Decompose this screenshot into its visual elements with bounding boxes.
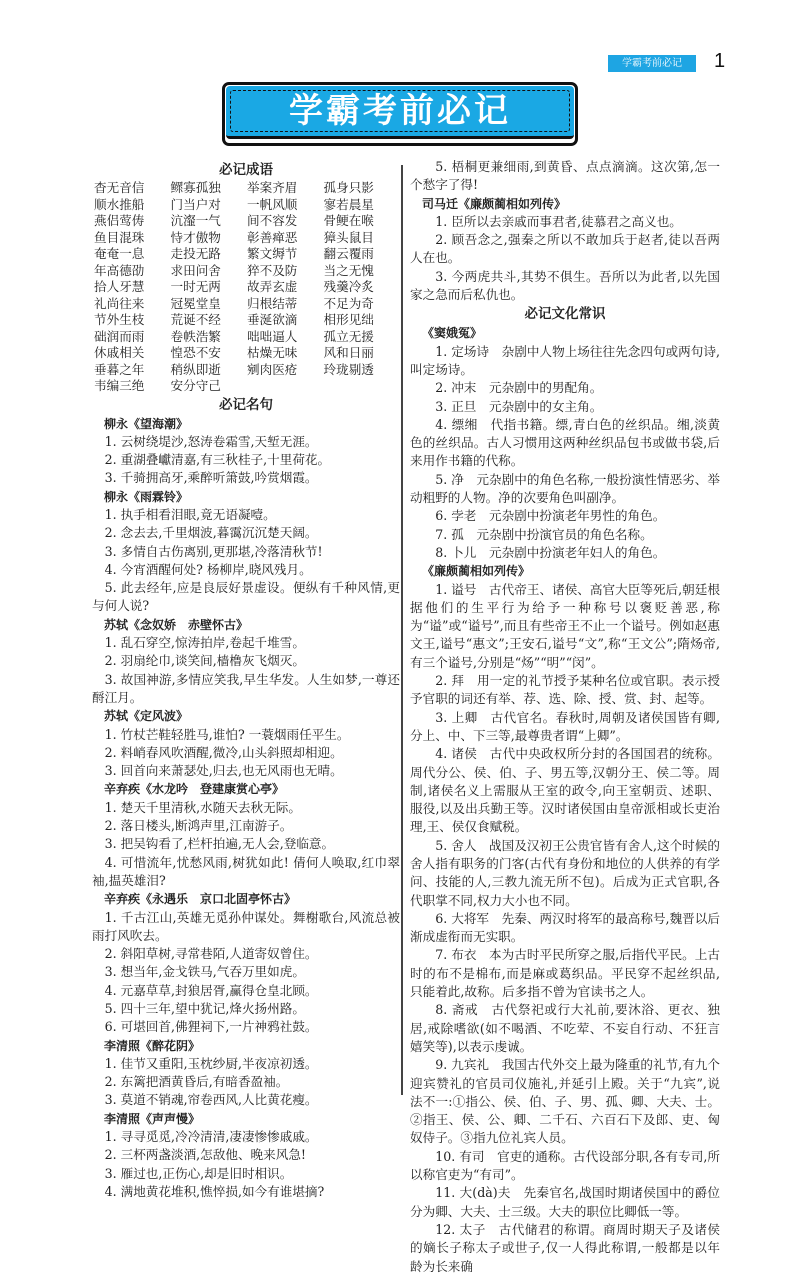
text-line: 2. 斜阳草树,寻常巷陌,人道寄奴曾住。: [104, 946, 318, 962]
idiom: 故弄玄虚: [247, 279, 298, 294]
source-heading: 司马迁《廉颇蔺相如列传》: [422, 196, 567, 211]
idiom: 一帆风顺: [247, 196, 298, 212]
text-line: 2. 料峭春风吹酒醒,微冷,山头斜照却相迎。: [104, 744, 343, 760]
idiom: 奄奄一息: [94, 246, 145, 261]
idiom: 枯燥无味: [247, 345, 298, 360]
idiom: 相形见绌: [323, 312, 374, 327]
text-line: 5. 此去经年,应是良辰好景虚设。便纵有千种风情,更与何人说?: [92, 580, 400, 614]
text-line: 5. 四十三年,望中犹记,烽火扬州路。: [104, 1001, 305, 1016]
idiom: 猝不及防: [247, 262, 298, 278]
text-line: 1. 竹杖芒鞋轻胜马,谁怕? 一蓑烟雨任平生。: [104, 726, 350, 742]
idiom: 玲珑剔透: [323, 361, 374, 377]
idiom: 翻云覆雨: [323, 246, 374, 261]
text-line: 1. 臣所以去亲戚而事君者,徒慕君之高义也。: [435, 213, 682, 229]
page-number: 1: [714, 50, 726, 72]
idiom: 孤身只影: [323, 180, 374, 195]
culture-section: [410, 324, 720, 562]
right-section: [410, 158, 720, 195]
culture-title: 必记文化常识: [524, 306, 606, 323]
text-line: 3. 今两虎共斗,其势不俱生。吾所以为此者,以先国家之急而后私仇也。: [410, 268, 720, 303]
text-line: 3. 正旦 元杂剧中的女主角。: [435, 398, 603, 414]
idiom: 剜肉医疮: [247, 361, 298, 377]
source-heading: 柳永《望海潮》: [104, 416, 189, 431]
idiom: 年高德劭: [94, 262, 145, 278]
idiom: 休戚相关: [94, 345, 145, 360]
left-section: [92, 488, 400, 616]
idiom: 燕侣莺俦: [94, 213, 145, 228]
text-line: 4. 可惜流年,忧愁风雨,树犹如此! 倩何人唤取,红巾翠袖,揾英雄泪?: [92, 854, 400, 888]
source-heading: 柳永《雨霖铃》: [104, 489, 189, 504]
section-tag: 学霸考前必记: [608, 55, 696, 72]
text-line: 2. 念去去,千里烟波,暮霭沉沉楚天阔。: [104, 525, 318, 541]
idiom: 寥若晨星: [323, 196, 374, 212]
idiom: 节外生枝: [94, 312, 145, 327]
idiom: 一时无两: [170, 279, 221, 294]
column-divider: [401, 165, 403, 1095]
idiom: 沆瀣一气: [170, 213, 221, 228]
left-section: [92, 780, 400, 890]
source-heading: 苏轼《定风波》: [104, 709, 189, 724]
text-line: 8. 斋戒 古代祭祀或行大礼前,要沐浴、更衣、独居,戒除嗜欲(如不喝酒、不吃荤、不妄自行动、不狂言嬉笑等),以表示虔诚。: [410, 1002, 720, 1054]
culture-section: [410, 562, 720, 1276]
text-line: 1. 佳节又重阳,玉枕纱厨,半夜凉初透。: [104, 1055, 318, 1071]
famous-lines-title: 必记名句: [219, 396, 273, 413]
idiom: 荒诞不经: [170, 312, 221, 327]
idiom: 冠冕堂皇: [170, 295, 221, 311]
idiom: 求田问舍: [170, 262, 221, 278]
idiom: 咄咄逼人: [247, 328, 298, 344]
idiom: 骨鲠在喉: [323, 213, 374, 228]
idiom: 当之无愧: [323, 262, 374, 278]
idiom: 走投无路: [170, 246, 221, 261]
text-line: 2. 东篱把酒黄昏后,有暗香盈袖。: [104, 1074, 289, 1090]
idiom: 鱼目混珠: [94, 229, 145, 245]
idiom: 恃才傲物: [170, 229, 221, 245]
text-line: 3. 把吴钩看了,栏杆拍遍,无人会,登临意。: [104, 836, 335, 852]
idiom: 残羹冷炙: [323, 279, 374, 294]
text-line: 3. 千骑拥高牙,乘醉听箫鼓,吟赏烟霞。: [104, 470, 318, 486]
idiom: 彰善瘅恶: [247, 229, 298, 245]
text-line: 3. 雁过也,正伤心,却是旧时相识。: [104, 1165, 293, 1181]
source-heading: 辛弃疾《永遇乐 京口北固亭怀古》: [104, 892, 297, 907]
idiom: 举案齐眉: [247, 180, 298, 195]
title-banner: [222, 82, 578, 146]
idiom-grid: [92, 180, 400, 395]
text-line: 2. 落日楼头,断鸿声里,江南游子。: [104, 818, 293, 834]
idiom: 惶恐不安: [170, 345, 221, 360]
text-line: 1. 楚天千里清秋,水随天去秋无际。: [104, 799, 301, 815]
banner-title: 学霸考前必记: [289, 91, 511, 131]
source-heading: 苏轼《念奴娇 赤壁怀古》: [104, 617, 249, 632]
left-section: [92, 616, 400, 707]
text-line: 8. 卜儿 元杂剧中扮演老年妇人的角色。: [435, 544, 666, 560]
text-line: 10. 有司 官吏的通称。古代设部分职,各有专司,所以称官吏为“有司”。: [410, 1148, 720, 1183]
idiom: 稍纵即逝: [170, 361, 221, 377]
text-line: 3. 多情自古伤离别,更那堪,冷落清秋节!: [104, 543, 323, 559]
text-line: 12. 太子 古代储君的称谓。商周时期天子及诸侯的嫡长子称太子或世子,仅一人得此称谓,一般都是以年龄为长来确: [410, 1221, 720, 1274]
text-line: 2. 拜 用一定的礼节授予某种名位或官职。表示授予官职的词还有举、荐、选、除、授、赏、封、起等。: [410, 673, 720, 707]
idiom: 安分守己: [170, 378, 221, 393]
idiom: 繁文缛节: [247, 246, 298, 261]
source-heading: 辛弃疾《水龙吟 登建康赏心亭》: [104, 782, 285, 797]
source-heading: 李清照《声声慢》: [104, 1111, 201, 1126]
idiom: 垂暮之年: [94, 361, 145, 377]
left-section: [92, 415, 400, 488]
idiom: 鳏寡孤独: [170, 180, 221, 195]
text-line: 7. 布衣 本为古时平民所穿之服,后指代平民。上古时的布不是棉布,而是麻或葛织品。平民穿不起丝织品,只能着此,故称。后多指不曾为官读书之人。: [410, 947, 720, 1000]
idiom: 间不容发: [247, 213, 298, 228]
idiom: 门当户对: [170, 196, 221, 212]
text-line: 1. 乱石穿空,惊涛拍岸,卷起千堆雪。: [104, 635, 305, 651]
idiom: 垂涎欲滴: [247, 312, 298, 327]
text-line: 4. 满地黄花堆积,憔悴损,如今有谁堪摘?: [104, 1183, 325, 1199]
text-line: 4. 诸侯 古代中央政权所分封的各国国君的统称。周代分公、侯、伯、子、男五等,汉朝分王、侯二等。周制,诸侯名义上需服从王室的政令,向王室朝贡、述职、服役,以及出兵勤王等。汉时诸侯国由皇帝派相或长吏治理,王、侯仅食赋税。: [410, 746, 720, 835]
text-line: 5. 净 元杂剧中的角色名称,一般扮演性情恶劣、举动粗野的人物。净的次要角色叫副净。: [410, 471, 720, 506]
text-line: 6. 可堪回首,佛狸祠下,一片神鸦社鼓。: [104, 1019, 318, 1035]
text-line: 7. 孤 元杂剧中扮演官员的角色名称。: [435, 526, 653, 542]
text-line: 1. 定场诗 杂剧中人物上场往往先念四句或两句诗,叫定场诗。: [410, 343, 720, 377]
idiom: 韦编三绝: [94, 378, 145, 393]
text-line: 4. 今宵酒醒何处? 杨柳岸,晓风残月。: [104, 561, 312, 577]
text-line: 1. 寻寻觅觅,冷冷清清,凄凄惨惨戚戚。: [104, 1129, 318, 1145]
text-line: 11. 大(dà)夫 先秦官名,战国时期诸侯国中的爵位分为卿、大夫、士三级。大夫的职位比卿低一等。: [410, 1185, 720, 1219]
idiom: 獐头鼠目: [323, 229, 374, 245]
text-line: 1. 执手相看泪眼,竟无语凝噎。: [104, 506, 276, 522]
text-line: 3. 想当年,金戈铁马,气吞万里如虎。: [104, 964, 305, 980]
idiom: 礼尚往来: [94, 295, 145, 311]
idiom: 顺水推船: [94, 196, 145, 212]
text-line: 2. 三杯两盏淡酒,怎敌他、晚来风急!: [104, 1147, 306, 1163]
left-section: [92, 1037, 400, 1110]
text-line: 3. 莫道不销魂,帘卷西风,人比黄花瘦。: [104, 1092, 318, 1108]
text-line: 2. 顾吾念之,强秦之所以不敢加兵于赵者,徒以吾两人在也。: [410, 232, 720, 266]
left-section: [92, 707, 400, 780]
left-section: [92, 890, 400, 1036]
text-line: 2. 羽扇纶巾,谈笑间,樯橹灰飞烟灭。: [104, 653, 305, 669]
text-line: 5. 梧桐更兼细雨,到黄昏、点点滴滴。这次第,怎一个愁字了得!: [410, 159, 720, 193]
idioms-title: 必记成语: [219, 162, 273, 178]
source-heading: 李清照《醉花阴》: [104, 1038, 201, 1053]
idiom: 孤立无援: [323, 328, 374, 344]
source-heading: 《廉颇蔺相如列传》: [422, 564, 531, 579]
text-line: 3. 上卿 古代官名。春秋时,周朝及诸侯国皆有卿,分上、中、下三等,最尊贵者谓“上卿”。: [410, 709, 720, 743]
idiom: 拾人牙慧: [94, 279, 145, 294]
left-column: [92, 160, 400, 1201]
text-line: 5. 舍人 战国及汉初王公贵官皆有舍人,这个时候的舍人指有职务的门客(古代有身份和地位的人供养的有学问、技能的人,三教九流无所不包)。后成为正式官职,各代职掌不同,权力大小也不同。: [410, 837, 720, 908]
idiom: 归根结蒂: [247, 295, 298, 311]
text-line: 1. 云树绕堤沙,怒涛卷霜雪,天堑无涯。: [104, 433, 318, 449]
idiom: 风和日丽: [323, 345, 374, 360]
right-column: [410, 158, 720, 1276]
text-line: 2. 冲末 元杂剧中的男配角。: [435, 380, 603, 396]
text-line: 2. 重湖叠巘清嘉,有三秋桂子,十里荷花。: [104, 452, 331, 468]
text-line: 6. 大将军 先秦、两汉时将军的最高称号,魏晋以后渐成虚衔而无实职。: [410, 910, 720, 945]
text-line: 3. 故国神游,多情应笑我,早生华发。人生如梦,一尊还酹江月。: [92, 671, 400, 705]
idiom: 杳无音信: [94, 180, 145, 195]
text-line: 1. 谥号 古代帝王、诸侯、高官大臣等死后,朝廷根据他们的生平行为给予一种称号以褒贬善恶,称为“谥”或“谥号”,而且有些帝王不止一个谥号。例如赵惠文王,谥号“惠文”;王安石,谥号“文”,称“王文公”;隋炀帝,有三个谥号,分别是“炀”“明”“闵”。: [410, 581, 720, 670]
text-line: 1. 千古江山,英雄无觅孙仲谋处。舞榭歌台,风流总被雨打风吹去。: [92, 909, 400, 943]
idiom: 卷帙浩繁: [170, 328, 221, 344]
left-section: [92, 1110, 400, 1201]
source-heading: 《窦娥冤》: [422, 326, 483, 341]
idiom: 不足为奇: [323, 295, 374, 311]
text-line: 3. 回首向来萧瑟处,归去,也无风雨也无晴。: [104, 763, 343, 779]
idiom: 础润而雨: [94, 328, 145, 344]
text-line: 9. 九宾礼 我国古代外交上最为隆重的礼节,有九个迎宾赞礼的官员司仪施礼,并延引上殿。关于“九宾”,说法不一:①指公、侯、伯、子、男、孤、卿、大夫、士。②指王、侯、公、卿、二千石、六百石下及郎、吏、匈奴侍子。③指九位礼宾人员。: [410, 1057, 720, 1146]
text-line: 6. 孛老 元杂剧中扮演老年男性的角色。: [435, 508, 666, 524]
text-line: 4. 元嘉草草,封狼居胥,赢得仓皇北顾。: [104, 982, 318, 998]
text-line: 4. 缥缃 代指书籍。缥,青白色的丝织品。缃,淡黄色的丝织品。古人习惯用这两种丝织品包书或做书袋,后来用作书籍的代称。: [410, 416, 720, 469]
right-section: [410, 195, 720, 305]
